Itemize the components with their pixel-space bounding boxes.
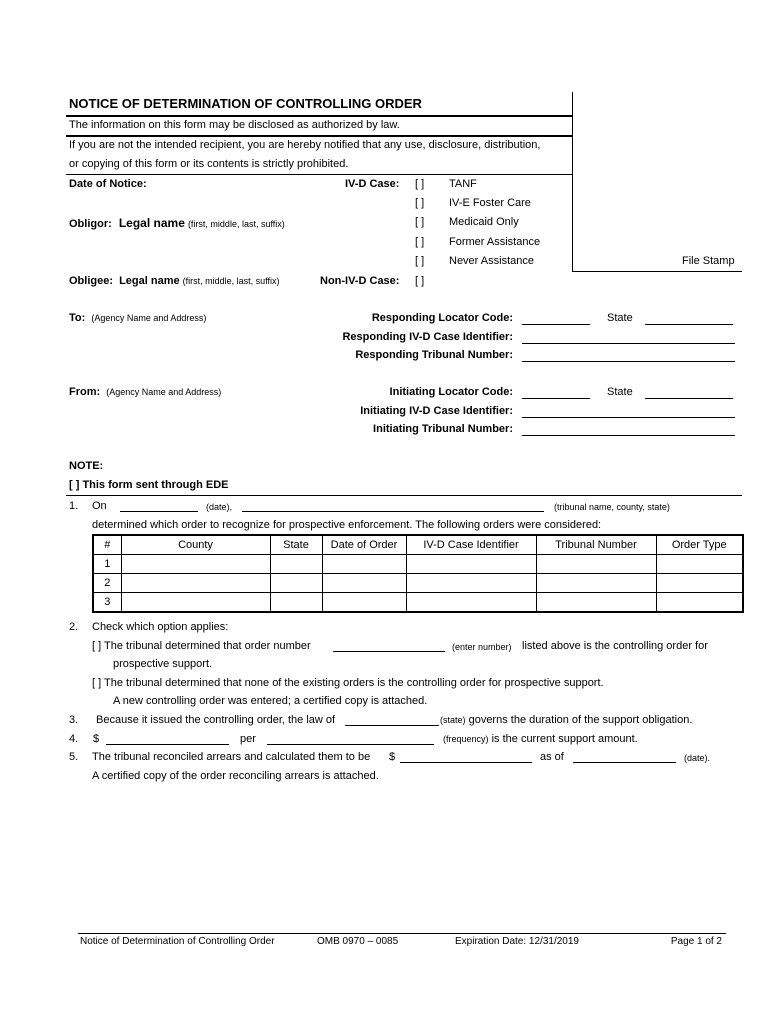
frequency-hint: (frequency)	[443, 734, 489, 744]
item-5-text-cont: A certified copy of the order reconciling arrears is attached.	[92, 770, 379, 782]
table-cell[interactable]	[656, 555, 743, 574]
item-1-number: 1.	[69, 500, 79, 512]
checkbox-foster-care[interactable]: [ ]	[415, 197, 425, 209]
item-1-tribunal-field[interactable]	[242, 511, 544, 512]
table-cell[interactable]	[536, 574, 656, 593]
name-hint: (first, middle, last, suffix)	[187, 219, 285, 229]
item-2-option-2-cont: A new controlling order was entered; a certified copy is attached.	[113, 695, 428, 707]
option-former-assistance: Former Assistance	[449, 236, 541, 248]
table-cell[interactable]	[121, 555, 270, 574]
ede-checkbox[interactable]: [ ] This form sent through EDE	[69, 479, 229, 491]
state-field[interactable]	[345, 725, 439, 726]
obligor-label	[69, 216, 285, 230]
initiating-locator-field[interactable]	[522, 398, 590, 399]
item-4-number: 4.	[69, 733, 79, 745]
table-cell[interactable]	[322, 593, 406, 613]
table-cell[interactable]	[270, 574, 322, 593]
responding-case-id-field[interactable]	[522, 343, 735, 344]
footer-omb: OMB 0970 – 0085	[317, 936, 399, 947]
footer-expiration: Expiration Date: 12/31/2019	[455, 936, 579, 947]
item-4-text	[443, 733, 638, 745]
responding-tribunal-field[interactable]	[522, 361, 735, 362]
divider	[66, 495, 742, 496]
arrears-field[interactable]	[400, 762, 532, 763]
initiating-tribunal-label: Initiating Tribunal Number:	[373, 423, 513, 435]
responding-locator-field[interactable]	[522, 324, 590, 325]
table-cell[interactable]	[270, 555, 322, 574]
column-header: County	[121, 535, 270, 555]
checkbox-former-assistance[interactable]: [ ]	[415, 236, 425, 248]
item-4-per: per	[240, 733, 256, 745]
row-number: 2	[93, 574, 121, 593]
table-cell[interactable]	[656, 574, 743, 593]
table-cell[interactable]	[322, 555, 406, 574]
option-medicaid: Medicaid Only	[449, 216, 519, 228]
responding-tribunal-label: Responding Tribunal Number:	[355, 349, 513, 361]
column-header: #	[93, 535, 121, 555]
agency-hint: (Agency Name and Address)	[106, 387, 222, 397]
responding-state-label: State	[607, 312, 633, 324]
initiating-tribunal-field[interactable]	[522, 435, 735, 436]
legal-name-label: Legal name	[118, 216, 185, 230]
item-2-number: 2.	[69, 621, 79, 633]
option-never-assistance: Never Assistance	[449, 255, 534, 267]
item-5-dollar: $	[389, 751, 396, 763]
item-1-on: On	[92, 500, 107, 512]
divider	[66, 174, 573, 175]
legal-name-label: Legal name	[119, 275, 180, 287]
footer-page: Page 1 of 2	[670, 936, 722, 947]
form-title: NOTICE OF DETERMINATION OF CONTROLLING ORDER	[69, 96, 422, 111]
divider	[572, 271, 742, 272]
table-cell[interactable]	[121, 593, 270, 613]
item-4-current: is the current support amount.	[491, 733, 638, 745]
item-1-date-field[interactable]	[120, 511, 198, 512]
table-cell[interactable]	[322, 574, 406, 593]
agency-hint: (Agency Name and Address)	[91, 313, 207, 323]
from-label	[69, 386, 221, 398]
note-label: NOTE:	[69, 460, 104, 472]
table-row	[93, 574, 743, 593]
responding-case-id-label: Responding IV-D Case Identifier:	[342, 331, 513, 343]
item-1-tribunal-hint: (tribunal name, county, state)	[554, 502, 670, 512]
table-cell[interactable]	[270, 593, 322, 613]
item-2-option-1[interactable]: [ ] The tribunal determined that order number	[92, 640, 311, 652]
to-label	[69, 312, 206, 324]
table-header-row	[93, 535, 743, 555]
item-5-text: The tribunal reconciled arrears and calculated them to be	[92, 751, 371, 763]
column-header: State	[270, 535, 322, 555]
table-cell[interactable]	[121, 574, 270, 593]
file-stamp-label: File Stamp	[682, 255, 735, 267]
item-5-as-of: as of	[540, 751, 564, 763]
ivd-case-label: IV-D Case:	[345, 178, 400, 190]
checkbox-tanf[interactable]: [ ]	[415, 178, 425, 190]
amount-field[interactable]	[106, 744, 229, 745]
non-ivd-case-label: Non-IV-D Case:	[320, 275, 400, 287]
responding-locator-label: Responding Locator Code:	[371, 312, 513, 324]
disclosure-text: The information on this form may be disclosed as authorized by law.	[69, 119, 400, 131]
table-row	[93, 593, 743, 613]
notice-text-1: If you are not the intended recipient, you are hereby notified that any use, disclosure, distribution,	[69, 139, 541, 151]
item-2-option-2[interactable]: [ ] The tribunal determined that none of the existing orders is the controlling order for prospective support.	[92, 677, 604, 689]
divider	[66, 115, 573, 117]
initiating-state-label: State	[607, 386, 633, 398]
table-cell[interactable]	[536, 593, 656, 613]
initiating-case-id-field[interactable]	[522, 417, 735, 418]
to-prefix: To:	[69, 312, 86, 324]
order-number-field[interactable]	[333, 651, 445, 652]
obligee-prefix: Obligee:	[69, 275, 114, 287]
table-cell[interactable]	[406, 574, 536, 593]
obligee-label	[69, 275, 280, 287]
row-number: 1	[93, 555, 121, 574]
notice-text-2: or copying of this form or its contents is strictly prohibited.	[69, 158, 349, 170]
item-3-number: 3.	[69, 714, 79, 726]
divider	[66, 135, 573, 137]
item-2-text: Check which option applies:	[92, 621, 229, 633]
footer-form-name: Notice of Determination of Controlling Order	[80, 936, 275, 947]
orders-table	[92, 534, 744, 613]
item-2-option-1-cont: listed above is the controlling order for	[522, 640, 708, 652]
initiating-case-id-label: Initiating IV-D Case Identifier:	[360, 405, 513, 417]
checkbox-medicaid[interactable]: [ ]	[415, 216, 425, 228]
responding-state-field[interactable]	[645, 324, 733, 325]
item-1-text: determined which order to recognize for prospective enforcement. The following orders were considered:	[92, 519, 602, 531]
footer-divider	[78, 933, 726, 934]
initiating-state-field[interactable]	[645, 398, 733, 399]
divider	[572, 92, 573, 272]
table-row	[93, 555, 743, 574]
order-number-hint: (enter number)	[452, 642, 512, 652]
option-tanf: TANF	[449, 178, 477, 190]
item-2-option-1-end: prospective support.	[113, 658, 213, 670]
item-3-text-cont	[440, 714, 692, 726]
from-prefix: From:	[69, 386, 101, 398]
name-hint: (first, middle, last, suffix)	[182, 276, 280, 286]
table-cell[interactable]	[406, 555, 536, 574]
item-1-date-hint: (date),	[206, 502, 233, 512]
item-4-dollar: $	[93, 733, 100, 745]
column-header: Order Type	[656, 535, 743, 555]
option-foster-care: IV-E Foster Care	[449, 197, 531, 209]
checkbox-non-ivd[interactable]: [ ]	[415, 275, 425, 287]
frequency-field[interactable]	[267, 744, 434, 745]
column-header: IV-D Case Identifier	[406, 535, 536, 555]
table-cell[interactable]	[406, 593, 536, 613]
column-header: Tribunal Number	[536, 535, 656, 555]
date-of-notice-label: Date of Notice:	[69, 178, 147, 190]
initiating-locator-label: Initiating Locator Code:	[389, 386, 513, 398]
table-cell[interactable]	[656, 593, 743, 613]
row-number: 3	[93, 593, 121, 613]
arrears-date-field[interactable]	[573, 762, 676, 763]
obligor-prefix: Obligor:	[69, 218, 112, 230]
column-header: Date of Order	[322, 535, 406, 555]
state-hint: (state)	[440, 715, 466, 725]
item-5-number: 5.	[69, 751, 79, 763]
checkbox-never-assistance[interactable]: [ ]	[415, 255, 425, 267]
item-3-text: Because it issued the controlling order, the law of	[96, 714, 336, 726]
table-cell[interactable]	[536, 555, 656, 574]
item-3-governs: governs the duration of the support obligation.	[468, 714, 693, 726]
arrears-date-hint: (date).	[684, 753, 711, 763]
